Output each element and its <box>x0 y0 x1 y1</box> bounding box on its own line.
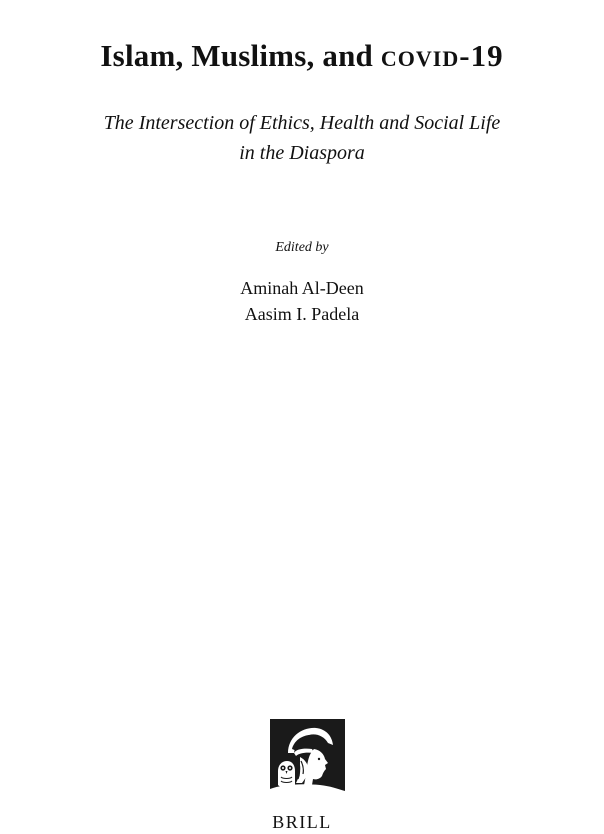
athena-owl-logo-icon <box>270 719 345 795</box>
book-title <box>0 36 604 76</box>
book-title-smallcaps: covid-19 <box>380 38 504 73</box>
edited-by-label: Edited by <box>275 240 329 255</box>
subtitle-line-1: The Intersection of Ethics, Health and Social Life <box>103 112 501 134</box>
editor-name: Aasim I. Padela <box>244 304 360 324</box>
publisher-name: BRILL <box>272 812 332 832</box>
book-subtitle <box>0 108 604 168</box>
editors-list <box>0 275 604 327</box>
subtitle-line-2: in the Diaspora <box>239 142 365 164</box>
book-title-main: Islam, Muslims, and <box>100 38 381 73</box>
editor-name: Aminah Al-Deen <box>240 278 364 298</box>
